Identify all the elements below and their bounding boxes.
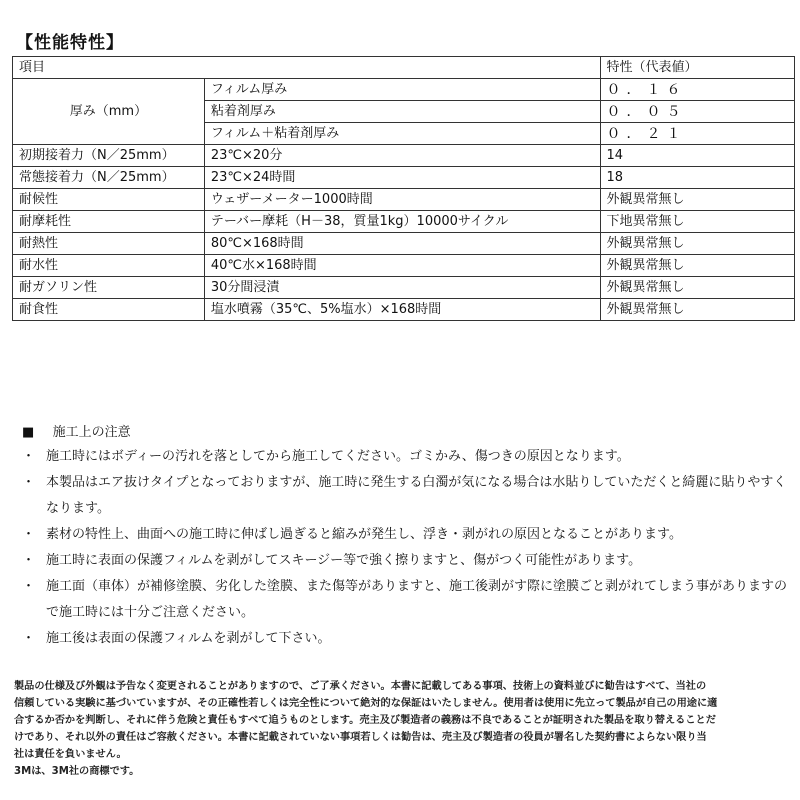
- bullet: ・: [22, 527, 36, 542]
- list-item: [22, 522, 792, 548]
- table-row: [13, 189, 795, 211]
- row-condition: 塩水噴霧（35℃、5%塩水）×168時間: [204, 299, 600, 321]
- row-item: 常態接着力（N／25mm）: [13, 167, 205, 189]
- disclaimer-line: けであり、それ以外の責任はご容赦ください。本書に記載されていない事項若しくは勧告は、売主及び製造者の役員が署名した契約書によらない限り当: [14, 732, 707, 743]
- table-header-row: [13, 57, 795, 79]
- table-row: [13, 167, 795, 189]
- disclaimer-line: 信頼している実験に基づいていますが、その正確性若しくは完全性について絶対的な保証はいたしません。使用者は使用に先立って製品が自己の用途に適: [14, 698, 718, 709]
- list-item: [22, 470, 792, 522]
- thickness-sub: 粘着剤厚み: [204, 101, 600, 123]
- table-row: [13, 211, 795, 233]
- thickness-value: ０．０５: [600, 101, 794, 123]
- row-condition: 23℃×20分: [204, 145, 600, 167]
- note-text: 素材の特性上、曲面への施工時に伸ばし過ぎると縮みが発生し、浮き・剥がれの原因となることがあります。: [46, 527, 682, 542]
- thickness-sub: フィルム厚み: [204, 79, 600, 101]
- section-title: 【性能特性】: [16, 33, 124, 53]
- table-row: [13, 145, 795, 167]
- row-condition: 30分間浸漬: [204, 277, 600, 299]
- note-text: 本製品はエア抜けタイプとなっておりますが、施工時に発生する白濁が気になる場合は水貼りしていただくと綺麗に貼りやすくなります。: [46, 475, 787, 516]
- row-item: 耐食性: [13, 299, 205, 321]
- row-item: 耐候性: [13, 189, 205, 211]
- table-row: [13, 79, 795, 101]
- row-condition: テーバー摩耗（H－38，質量1kg）10000サイクル: [204, 211, 600, 233]
- note-text: 施工時にはボディーの汚れを落としてから施工してください。ゴミかみ、傷つきの原因となります。: [46, 449, 630, 464]
- list-item: [22, 548, 792, 574]
- row-item: 初期接着力（N／25mm）: [13, 145, 205, 167]
- row-value: 外観異常無し: [600, 255, 794, 277]
- row-item: 耐熱性: [13, 233, 205, 255]
- disclaimer-line: 製品の仕様及び外観は予告なく変更されることがありますので、ご了承ください。本書に記載してある事項、技術上の資料並びに勧告はすべて、当社の: [14, 681, 707, 692]
- header-item: 項目: [13, 57, 601, 79]
- bullet: ・: [22, 631, 36, 646]
- header-value: 特性（代表値）: [600, 57, 794, 79]
- bullet: ・: [22, 475, 36, 490]
- bullet: ・: [22, 579, 36, 594]
- row-value: 外観異常無し: [600, 233, 794, 255]
- performance-table: [12, 56, 795, 321]
- row-item: 耐摩耗性: [13, 211, 205, 233]
- row-condition: 40℃水×168時間: [204, 255, 600, 277]
- thickness-label: 厚み（mm）: [13, 79, 205, 145]
- row-value: 外観異常無し: [600, 277, 794, 299]
- note-text: 施工面（車体）が補修塗膜、劣化した塗膜、また傷等がありますと、施工後剥がす際に塗膜ごと剥がれてしまう事がありますので施工時には十分ご注意ください。: [46, 579, 788, 620]
- row-value: 18: [600, 167, 794, 189]
- notes-title: 施工上の注意: [52, 425, 131, 440]
- row-value: 下地異常無し: [600, 211, 794, 233]
- list-item: [22, 626, 792, 652]
- table-row: [13, 277, 795, 299]
- bullet: ・: [22, 553, 36, 568]
- note-text: 施工時に表面の保護フィルムを剥がしてスキージー等で強く擦りますと、傷がつく可能性があります。: [46, 553, 642, 568]
- square-bullet-icon: ■: [22, 425, 35, 440]
- bullet: ・: [22, 449, 36, 464]
- thickness-value: ０．２１: [600, 123, 794, 145]
- table-row: [13, 255, 795, 277]
- table-row: [13, 299, 795, 321]
- row-condition: ウェザーメーター1000時間: [204, 189, 600, 211]
- note-text: 施工後は表面の保護フィルムを剥がして下さい。: [46, 631, 331, 646]
- row-condition: 80℃×168時間: [204, 233, 600, 255]
- list-item: [22, 444, 792, 470]
- table-row: [13, 233, 795, 255]
- disclaimer: [14, 678, 789, 780]
- row-value: 14: [600, 145, 794, 167]
- thickness-value: ０．１６: [600, 79, 794, 101]
- row-value: 外観異常無し: [600, 189, 794, 211]
- disclaimer-line: 社は責任を負いません。: [14, 749, 127, 760]
- row-item: 耐ガソリン性: [13, 277, 205, 299]
- disclaimer-line: 合するか否かを判断し、それに伴う危険と責任もすべて追うものとします。売主及び製造者の義務は不良であることが証明された製品を取り替えることだ: [14, 715, 716, 726]
- notes-list: [22, 444, 792, 652]
- thickness-sub: フィルム＋粘着剤厚み: [204, 123, 600, 145]
- list-item: [22, 574, 792, 626]
- notes-heading: [22, 421, 131, 440]
- row-condition: 23℃×24時間: [204, 167, 600, 189]
- trademark-line: 3Mは、3M社の商標です。: [14, 766, 140, 777]
- row-value: 外観異常無し: [600, 299, 794, 321]
- row-item: 耐水性: [13, 255, 205, 277]
